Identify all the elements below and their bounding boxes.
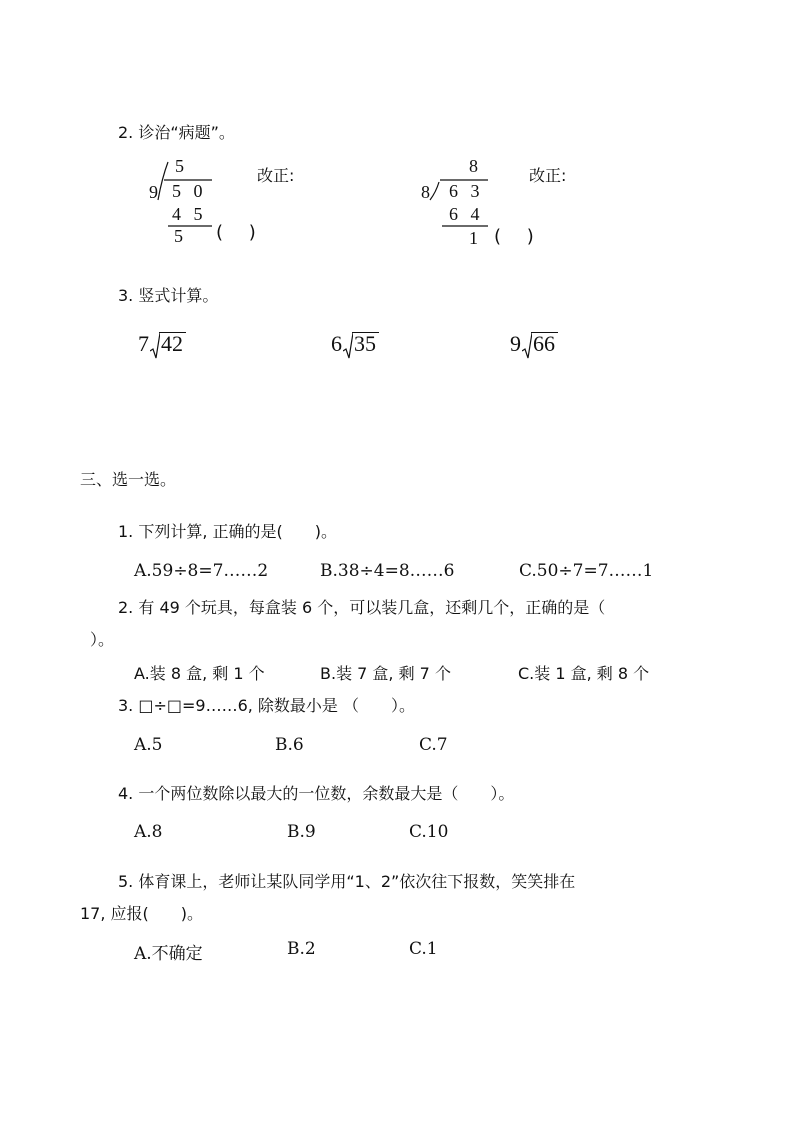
calc-dividend-2: 35 <box>354 331 376 356</box>
calc-divisor-3: 9 <box>510 331 521 356</box>
question-2-option-a[interactable]: A.装 8 盒, 剩 1 个 <box>134 664 265 683</box>
answer-paren-2[interactable]: ( ) <box>494 226 544 247</box>
vertical-calc-1[interactable] <box>138 331 186 357</box>
question-2-option-b[interactable]: B.装 7 盒, 剩 7 个 <box>320 664 451 683</box>
question-5-option-c[interactable]: C.1 <box>409 939 438 959</box>
radical-hook-3 <box>522 333 532 359</box>
question-5-option-a[interactable]: A.不确定 <box>134 944 203 964</box>
question-3-option-a[interactable]: A.5 <box>134 735 163 755</box>
dividend-1: 5 0 <box>172 181 207 201</box>
question-3-stem: 3. □÷□=9……6, 除数最小是 （ ）。 <box>118 696 416 715</box>
question-5-option-b[interactable]: B.2 <box>287 939 316 959</box>
dividend-2: 6 3 <box>449 181 484 201</box>
answer-paren-1[interactable]: ( ) <box>216 222 266 243</box>
question-2-option-c[interactable]: C.装 1 盒, 剩 8 个 <box>518 664 650 683</box>
question-4-stem: 4. 一个两位数除以最大的一位数，余数最大是（ ）。 <box>118 784 515 803</box>
question-5-stem-cont: 17, 应报( )。 <box>80 904 204 923</box>
question-4-option-a[interactable]: A.8 <box>134 822 163 842</box>
calc-divisor-1: 7 <box>138 331 149 356</box>
vertical-calc-2[interactable] <box>331 331 379 357</box>
question-5-stem: 5. 体育课上，老师让某队同学用“1、2”依次往下报数，笑笑排在 <box>118 872 576 891</box>
product-1: 4 5 <box>172 204 207 224</box>
section-title-part3: 三、选一选。 <box>80 470 177 489</box>
question-2-stem-cont: ）。 <box>90 630 115 649</box>
question-3-option-c[interactable]: C.7 <box>419 735 448 755</box>
q3-label: 3. 竖式计算。 <box>118 286 219 305</box>
divisor-1: 9 <box>149 182 162 202</box>
quotient-2: 8 <box>469 156 482 176</box>
calc-dividend-3: 66 <box>533 331 555 356</box>
question-4-option-b[interactable]: B.9 <box>287 822 316 842</box>
question-1-option-b[interactable]: B.38÷4=8……6 <box>320 561 455 581</box>
question-3-option-b[interactable]: B.6 <box>275 735 304 755</box>
question-4-option-c[interactable]: C.10 <box>409 822 449 842</box>
remainder-2: 1 <box>469 228 482 248</box>
remainder-1: 5 <box>174 226 187 246</box>
question-1-stem: 1. 下列计算, 正确的是( )。 <box>118 522 338 541</box>
vertical-calc-3[interactable] <box>510 331 558 357</box>
question-1-option-a[interactable]: A.59÷8=7……2 <box>134 561 269 581</box>
radical-hook-2 <box>343 333 353 359</box>
fix-label-2: 改正: <box>529 166 567 185</box>
quotient-1: 5 <box>175 156 188 176</box>
calc-dividend-1: 42 <box>161 331 183 356</box>
question-1-option-c[interactable]: C.50÷7=7……1 <box>519 561 654 581</box>
question-2-stem: 2. 有 49 个玩具，每盒装 6 个，可以装几盒，还剩几个，正确的是（ <box>118 598 606 617</box>
product-2: 6 4 <box>449 204 484 224</box>
q2-label: 2. 诊治“病题”。 <box>118 123 235 142</box>
divisor-2: 8 <box>421 182 434 202</box>
fix-label-1: 改正: <box>257 166 295 185</box>
calc-divisor-2: 6 <box>331 331 342 356</box>
radical-hook-1 <box>150 333 160 359</box>
